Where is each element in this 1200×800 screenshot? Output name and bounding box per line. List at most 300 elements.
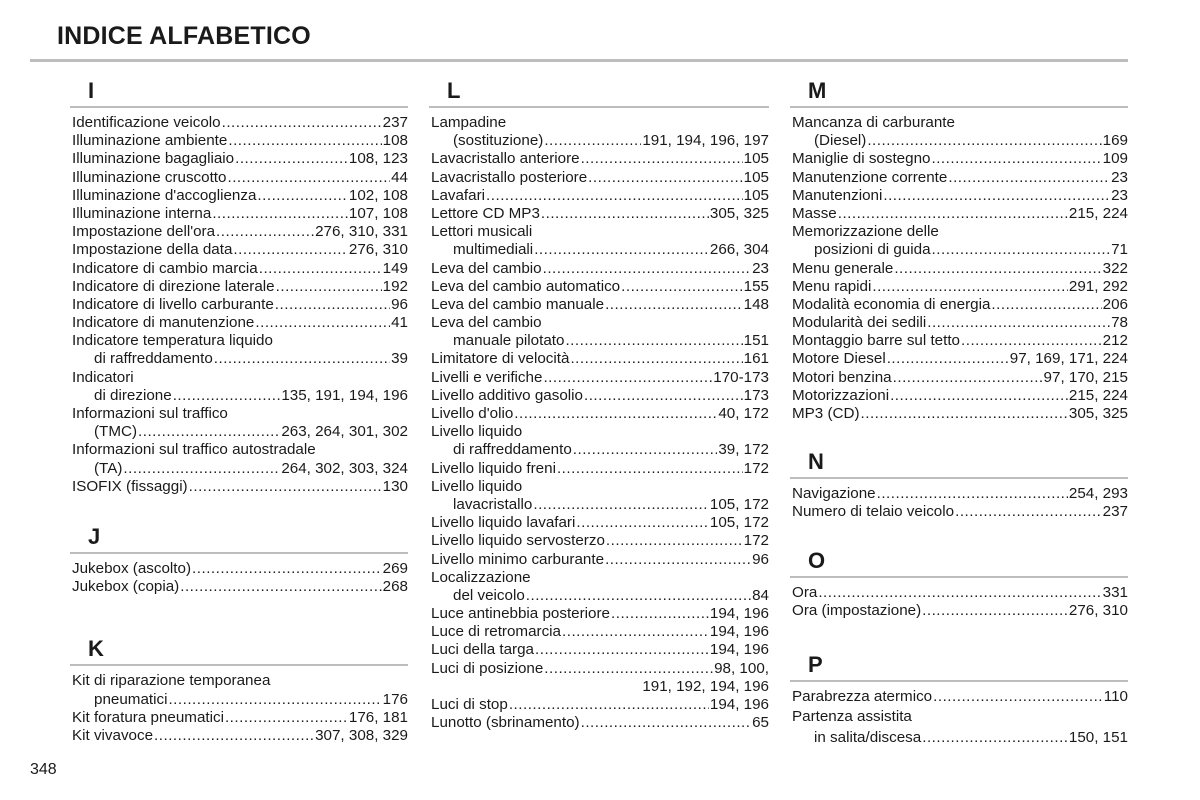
entry-pages: 192 [382, 277, 408, 295]
entry-pages: 215, 224 [1068, 204, 1128, 222]
entry-pages: 105 [743, 168, 769, 186]
entry-pages: 41 [391, 314, 408, 332]
index-entry [792, 485, 1128, 503]
entry-label: di raffreddamento [94, 350, 213, 368]
section-divider [790, 680, 1128, 682]
entry-pages: 266, 304 [709, 241, 769, 259]
index-entry [792, 688, 1128, 706]
entry-label: Illuminazione d'accoglienza [72, 186, 257, 204]
index-entry [792, 602, 1128, 620]
entry-pages: 173 [743, 386, 769, 404]
page-title: INDICE ALFABETICO [57, 22, 311, 50]
entry-pages: 151 [743, 332, 769, 350]
entry-label: (Diesel) [814, 132, 867, 150]
entry-label: Livello additivo gasolio [431, 386, 583, 404]
index-entry [431, 260, 769, 278]
dot-leader [228, 132, 381, 150]
index-entry [72, 241, 408, 259]
dot-leader [235, 150, 348, 168]
dot-leader [894, 260, 1101, 278]
index-entry [72, 691, 408, 709]
index-column-2 [431, 78, 769, 732]
entry-pages: 78 [1111, 314, 1128, 332]
entry-pages: 172 [743, 459, 769, 477]
entry-label: Livello liquido [431, 477, 523, 495]
entry-label: (sostituzione) [453, 132, 544, 150]
dot-leader [872, 278, 1068, 296]
index-entry [792, 132, 1128, 150]
entry-label: Luci della targa [431, 641, 535, 659]
entry-pages: 148 [743, 295, 769, 313]
dot-leader [534, 241, 709, 259]
entry-label: Illuminazione cruscotto [72, 168, 227, 186]
section-letter: M [808, 78, 827, 103]
index-entry [431, 169, 769, 187]
entry-label: di raffreddamento [453, 441, 572, 459]
index-entry [72, 441, 408, 459]
index-entry [431, 150, 769, 168]
entry-label: Luci di posizione [431, 659, 544, 677]
index-entry [792, 332, 1128, 350]
index-column-3 [792, 78, 1128, 748]
entry-label: in salita/discesa [814, 729, 922, 747]
dot-leader [890, 387, 1068, 405]
dot-leader [257, 187, 347, 205]
index-section [792, 78, 1128, 423]
dot-leader [509, 696, 709, 714]
index-entry [431, 551, 769, 569]
dot-leader [961, 332, 1102, 350]
title-divider [30, 59, 1128, 62]
entry-pages: 155 [743, 277, 769, 295]
entry-label: ISOFIX (fissaggi) [72, 477, 188, 495]
index-entry [792, 278, 1128, 296]
entry-label: multimediali [453, 241, 534, 259]
index-entry [72, 405, 408, 423]
index-entry [792, 187, 1128, 205]
entry-label: Motori benzina [792, 368, 892, 386]
section-letter: N [808, 449, 824, 475]
entry-pages: 307, 308, 329 [315, 726, 408, 744]
index-entry [72, 169, 408, 187]
index-entry [792, 584, 1128, 602]
entry-pages: 276, 310 [348, 241, 408, 259]
dot-leader [255, 314, 390, 332]
entry-pages: 130 [382, 477, 408, 495]
entry-label: Luci di stop [431, 696, 508, 713]
index-entry [431, 623, 769, 641]
entry-label: Partenza assistita [792, 708, 912, 726]
entry-pages: 108 [382, 132, 408, 150]
dot-leader [222, 114, 382, 132]
entry-pages: 96 [752, 550, 769, 568]
entry-label: Illuminazione ambiente [72, 132, 228, 150]
index-entry [792, 387, 1128, 405]
dot-leader [154, 727, 314, 745]
entry-pages: 105 [743, 150, 769, 168]
entry-pages: 107, 108 [348, 204, 408, 222]
entry-pages: 23 [752, 259, 769, 277]
section-letter: K [88, 636, 104, 662]
entry-pages: 322 [1102, 259, 1128, 277]
index-entry [431, 278, 769, 296]
entry-label: Lavacristallo anteriore [431, 150, 580, 168]
dot-leader [565, 332, 742, 350]
entry-pages: 291, 292 [1068, 277, 1128, 295]
entry-label: Livello liquido lavafari [431, 514, 576, 532]
index-entry [72, 460, 408, 478]
entry-pages: 169 [1102, 132, 1128, 150]
entry-label: Livelli e verifiche [431, 368, 543, 386]
entry-label: Motore Diesel [792, 350, 886, 368]
index-section [792, 652, 1128, 748]
index-entry [72, 369, 408, 387]
index-entry [72, 296, 408, 314]
dot-leader [275, 296, 390, 314]
dot-leader [838, 205, 1068, 223]
index-entry [72, 478, 408, 496]
entry-label: Kit di riparazione temporanea [72, 672, 271, 690]
dot-leader [581, 714, 752, 732]
dot-leader [189, 478, 382, 496]
entry-label: Localizzazione [431, 568, 531, 586]
index-entry [431, 441, 769, 459]
entry-label: Livello d'olio [431, 405, 514, 422]
entry-label: Manutenzione corrente [792, 168, 948, 186]
section-divider [790, 576, 1128, 578]
index-entry [431, 187, 769, 205]
dot-leader [605, 296, 743, 314]
dot-leader [138, 423, 280, 441]
entry-pages: 23 [1111, 168, 1128, 186]
entry-label: Limitatore di velocità [431, 350, 570, 368]
entry-pages: 268 [382, 578, 408, 596]
entry-pages: 269 [382, 559, 408, 577]
index-column-1 [72, 78, 408, 745]
dot-leader [818, 584, 1101, 602]
entry-label: di direzione [94, 386, 172, 404]
index-entry [72, 223, 408, 241]
index-entry [431, 605, 769, 623]
entry-label: MP3 (CD) [792, 405, 860, 422]
index-entry [431, 569, 769, 587]
dot-leader [168, 691, 381, 709]
index-entry [792, 205, 1128, 223]
entry-label: Indicatore di livello carburante [72, 295, 274, 313]
entry-pages: 215, 224 [1068, 386, 1128, 404]
index-entry [431, 496, 769, 514]
entry-label: manuale pilotato [453, 332, 565, 350]
dot-leader [233, 241, 347, 259]
entry-pages: 276, 310 [1068, 601, 1128, 619]
index-entry [792, 223, 1128, 241]
dot-leader [557, 460, 743, 478]
entry-label: Menu generale [792, 259, 894, 277]
entry-label: Livello minimo carburante [431, 550, 605, 568]
dot-leader [588, 169, 742, 187]
dot-leader [486, 187, 743, 205]
entry-pages: 212 [1102, 332, 1128, 350]
entry-label: Lavacristallo posteriore [431, 168, 588, 186]
entry-pages: 276, 310, 331 [315, 223, 408, 241]
entry-label: Indicatore di direzione laterale [72, 277, 275, 295]
dot-leader [581, 150, 743, 168]
entry-label: del veicolo [453, 586, 525, 604]
dot-leader [533, 496, 709, 514]
index-entry [72, 350, 408, 368]
entry-label: Lettori musicali [431, 223, 533, 241]
index-entry [431, 114, 769, 132]
dot-leader [887, 350, 1009, 368]
entry-label: pneumatici [94, 690, 168, 708]
section-letter: P [808, 651, 823, 677]
entry-pages: 65 [752, 714, 769, 732]
entry-label: Impostazione dell'ora [72, 223, 216, 241]
index-entry [792, 260, 1128, 278]
index-entry [72, 727, 408, 745]
entry-label: Livello liquido freni [431, 459, 556, 477]
entry-pages: 194, 196 [709, 605, 769, 623]
dot-leader [123, 460, 280, 478]
entry-pages: 105 [743, 186, 769, 204]
dot-leader [611, 605, 709, 623]
index-section [431, 78, 769, 732]
entry-label: Modularità dei sedili [792, 314, 927, 332]
dot-leader [544, 132, 641, 150]
entry-label: Masse [792, 204, 837, 222]
entry-pages: 206 [1102, 295, 1128, 313]
index-entry [431, 678, 769, 696]
index-section [72, 636, 408, 745]
entry-pages: 305, 325 [709, 204, 769, 222]
section-letter: I [88, 78, 95, 103]
index-entry [792, 150, 1128, 168]
section-letter: J [88, 523, 101, 549]
dot-leader [883, 187, 1110, 205]
entry-label: Parabrezza atermico [792, 687, 933, 705]
section-divider [70, 552, 408, 554]
index-entry [72, 187, 408, 205]
entry-pages: 150, 151 [1068, 729, 1128, 747]
entry-label: lavacristallo [453, 495, 533, 513]
entry-label: Luce antinebbia posteriore [431, 605, 611, 623]
entry-label: (TMC) [94, 423, 138, 441]
entry-label: Navigazione [792, 485, 876, 503]
index-entry [792, 706, 1128, 727]
dot-leader [276, 278, 382, 296]
dot-leader [932, 241, 1111, 259]
index-entry [431, 660, 769, 678]
dot-leader [570, 350, 742, 368]
entry-label: Leva del cambio manuale [431, 295, 605, 313]
index-entry [792, 241, 1128, 259]
index-entry [792, 405, 1128, 423]
index-entry [72, 709, 408, 727]
entry-pages: 44 [391, 168, 408, 186]
index-entry [792, 296, 1128, 314]
entry-label: Kit foratura pneumatici [72, 708, 224, 726]
entry-pages: 191, 192, 194, 196 [642, 677, 769, 695]
dot-leader [931, 150, 1101, 168]
dot-leader [225, 709, 348, 727]
entry-label: Impostazione della data [72, 241, 233, 259]
entry-pages: 108, 123 [348, 150, 408, 168]
section-divider [70, 664, 408, 666]
index-entry [431, 223, 769, 241]
dot-leader [543, 260, 751, 278]
index-entry [72, 260, 408, 278]
entry-pages: 84 [752, 586, 769, 604]
entry-label: Kit vivavoce [72, 726, 154, 744]
section-divider [429, 106, 769, 108]
entry-pages: 172 [743, 532, 769, 550]
dot-leader [227, 169, 390, 187]
index-entry [72, 132, 408, 150]
dot-leader [543, 369, 712, 387]
dot-leader [173, 387, 281, 405]
index-section [792, 449, 1128, 521]
entry-pages: 263, 264, 301, 302 [281, 423, 408, 441]
index-entry [72, 560, 408, 578]
entry-pages: 135, 191, 194, 196 [281, 386, 408, 404]
index-entry [72, 423, 408, 441]
entry-pages: 176, 181 [348, 708, 408, 726]
entry-label: Identificazione veicolo [72, 114, 221, 131]
index-entry [431, 241, 769, 259]
dot-leader [514, 405, 717, 423]
entry-pages: 102, 108 [348, 186, 408, 204]
entry-label: Indicatore temperatura liquido [72, 332, 273, 350]
index-entry [431, 369, 769, 387]
entry-pages: 176 [382, 690, 408, 708]
index-entry [792, 369, 1128, 387]
index-entry [431, 714, 769, 732]
entry-pages: 23 [1111, 186, 1128, 204]
dot-leader [180, 578, 381, 596]
entry-pages: 191, 194, 196, 197 [642, 132, 769, 150]
index-entry [431, 641, 769, 659]
entry-label: Maniglie di sostegno [792, 150, 931, 168]
dot-leader [544, 660, 713, 678]
entry-pages: 149 [382, 259, 408, 277]
index-entry [431, 205, 769, 223]
entry-pages: 331 [1102, 583, 1128, 601]
entry-pages: 170-173 [713, 368, 769, 386]
entry-pages: 194, 196 [709, 641, 769, 659]
entry-pages: 96 [391, 295, 408, 313]
index-entry [72, 150, 408, 168]
entry-pages: 39, 172 [718, 441, 769, 459]
entry-pages: 105, 172 [709, 495, 769, 513]
index-section [72, 78, 408, 496]
entry-label: Memorizzazione delle [792, 223, 939, 241]
entry-pages: 40, 172 [718, 405, 769, 422]
entry-label: Motorizzazioni [792, 386, 890, 404]
dot-leader [535, 641, 709, 659]
dot-leader [192, 560, 382, 578]
dot-leader [605, 551, 751, 569]
dot-leader [877, 485, 1068, 503]
dot-leader [576, 514, 709, 532]
entry-label: (TA) [94, 459, 123, 477]
dot-leader [541, 205, 709, 223]
entry-pages: 161 [743, 350, 769, 368]
index-entry [72, 672, 408, 690]
index-entry [431, 532, 769, 550]
index-entry [72, 578, 408, 596]
index-section [72, 524, 408, 596]
dot-leader [861, 405, 1068, 423]
index-entry [72, 114, 408, 132]
entry-label: Informazioni sul traffico [72, 405, 228, 422]
entry-pages: 110 [1103, 687, 1128, 705]
entry-label: Lettore CD MP3 [431, 204, 540, 222]
index-entry [792, 503, 1128, 521]
index-entry [792, 169, 1128, 187]
index-entry [431, 696, 769, 714]
dot-leader [991, 296, 1101, 314]
index-entry [792, 727, 1128, 748]
entry-pages: 39 [391, 350, 408, 368]
section-divider [790, 106, 1128, 108]
entry-label: Lunotto (sbrinamento) [431, 714, 580, 732]
entry-pages: 97, 169, 171, 224 [1009, 350, 1128, 368]
index-entry [431, 514, 769, 532]
entry-label: Livello liquido [431, 423, 523, 441]
index-entry [431, 387, 769, 405]
entry-pages: 264, 302, 303, 324 [281, 459, 408, 477]
entry-label: Manutenzioni [792, 186, 883, 204]
dot-leader [212, 205, 348, 223]
dot-leader [867, 132, 1101, 150]
entry-pages: 305, 325 [1068, 405, 1128, 422]
entry-label: Indicatore di manutenzione [72, 314, 255, 332]
dot-leader [259, 260, 382, 278]
entry-label: Lampadine [431, 114, 507, 131]
entry-label: posizioni di guida [814, 241, 931, 259]
entry-label: Indicatori [72, 368, 134, 386]
index-entry [431, 460, 769, 478]
section-letter: L [447, 78, 461, 103]
entry-label: Ora (impostazione) [792, 601, 922, 619]
dot-leader [948, 169, 1110, 187]
index-entry [431, 478, 769, 496]
index-entry [792, 114, 1128, 132]
entry-label: Leva del cambio automatico [431, 277, 621, 295]
dot-leader [922, 602, 1068, 620]
entry-pages: 97, 170, 215 [1043, 368, 1128, 386]
entry-label: Jukebox (copia) [72, 578, 180, 596]
dot-leader [893, 369, 1043, 387]
index-entry [792, 350, 1128, 368]
entry-pages: 109 [1102, 150, 1128, 168]
section-divider [790, 477, 1128, 479]
entry-label: Luce di retromarcia [431, 623, 561, 641]
entry-pages: 254, 293 [1068, 485, 1128, 503]
index-entry [431, 350, 769, 368]
dot-leader [584, 387, 743, 405]
index-entry [431, 587, 769, 605]
index-entry [72, 205, 408, 223]
dot-leader [526, 587, 751, 605]
entry-pages: 237 [1102, 503, 1128, 521]
index-entry [431, 332, 769, 350]
index-entry [72, 332, 408, 350]
dot-leader [955, 503, 1102, 521]
entry-label: Ora [792, 583, 818, 601]
index-entry [72, 387, 408, 405]
entry-pages: 71 [1111, 241, 1128, 259]
